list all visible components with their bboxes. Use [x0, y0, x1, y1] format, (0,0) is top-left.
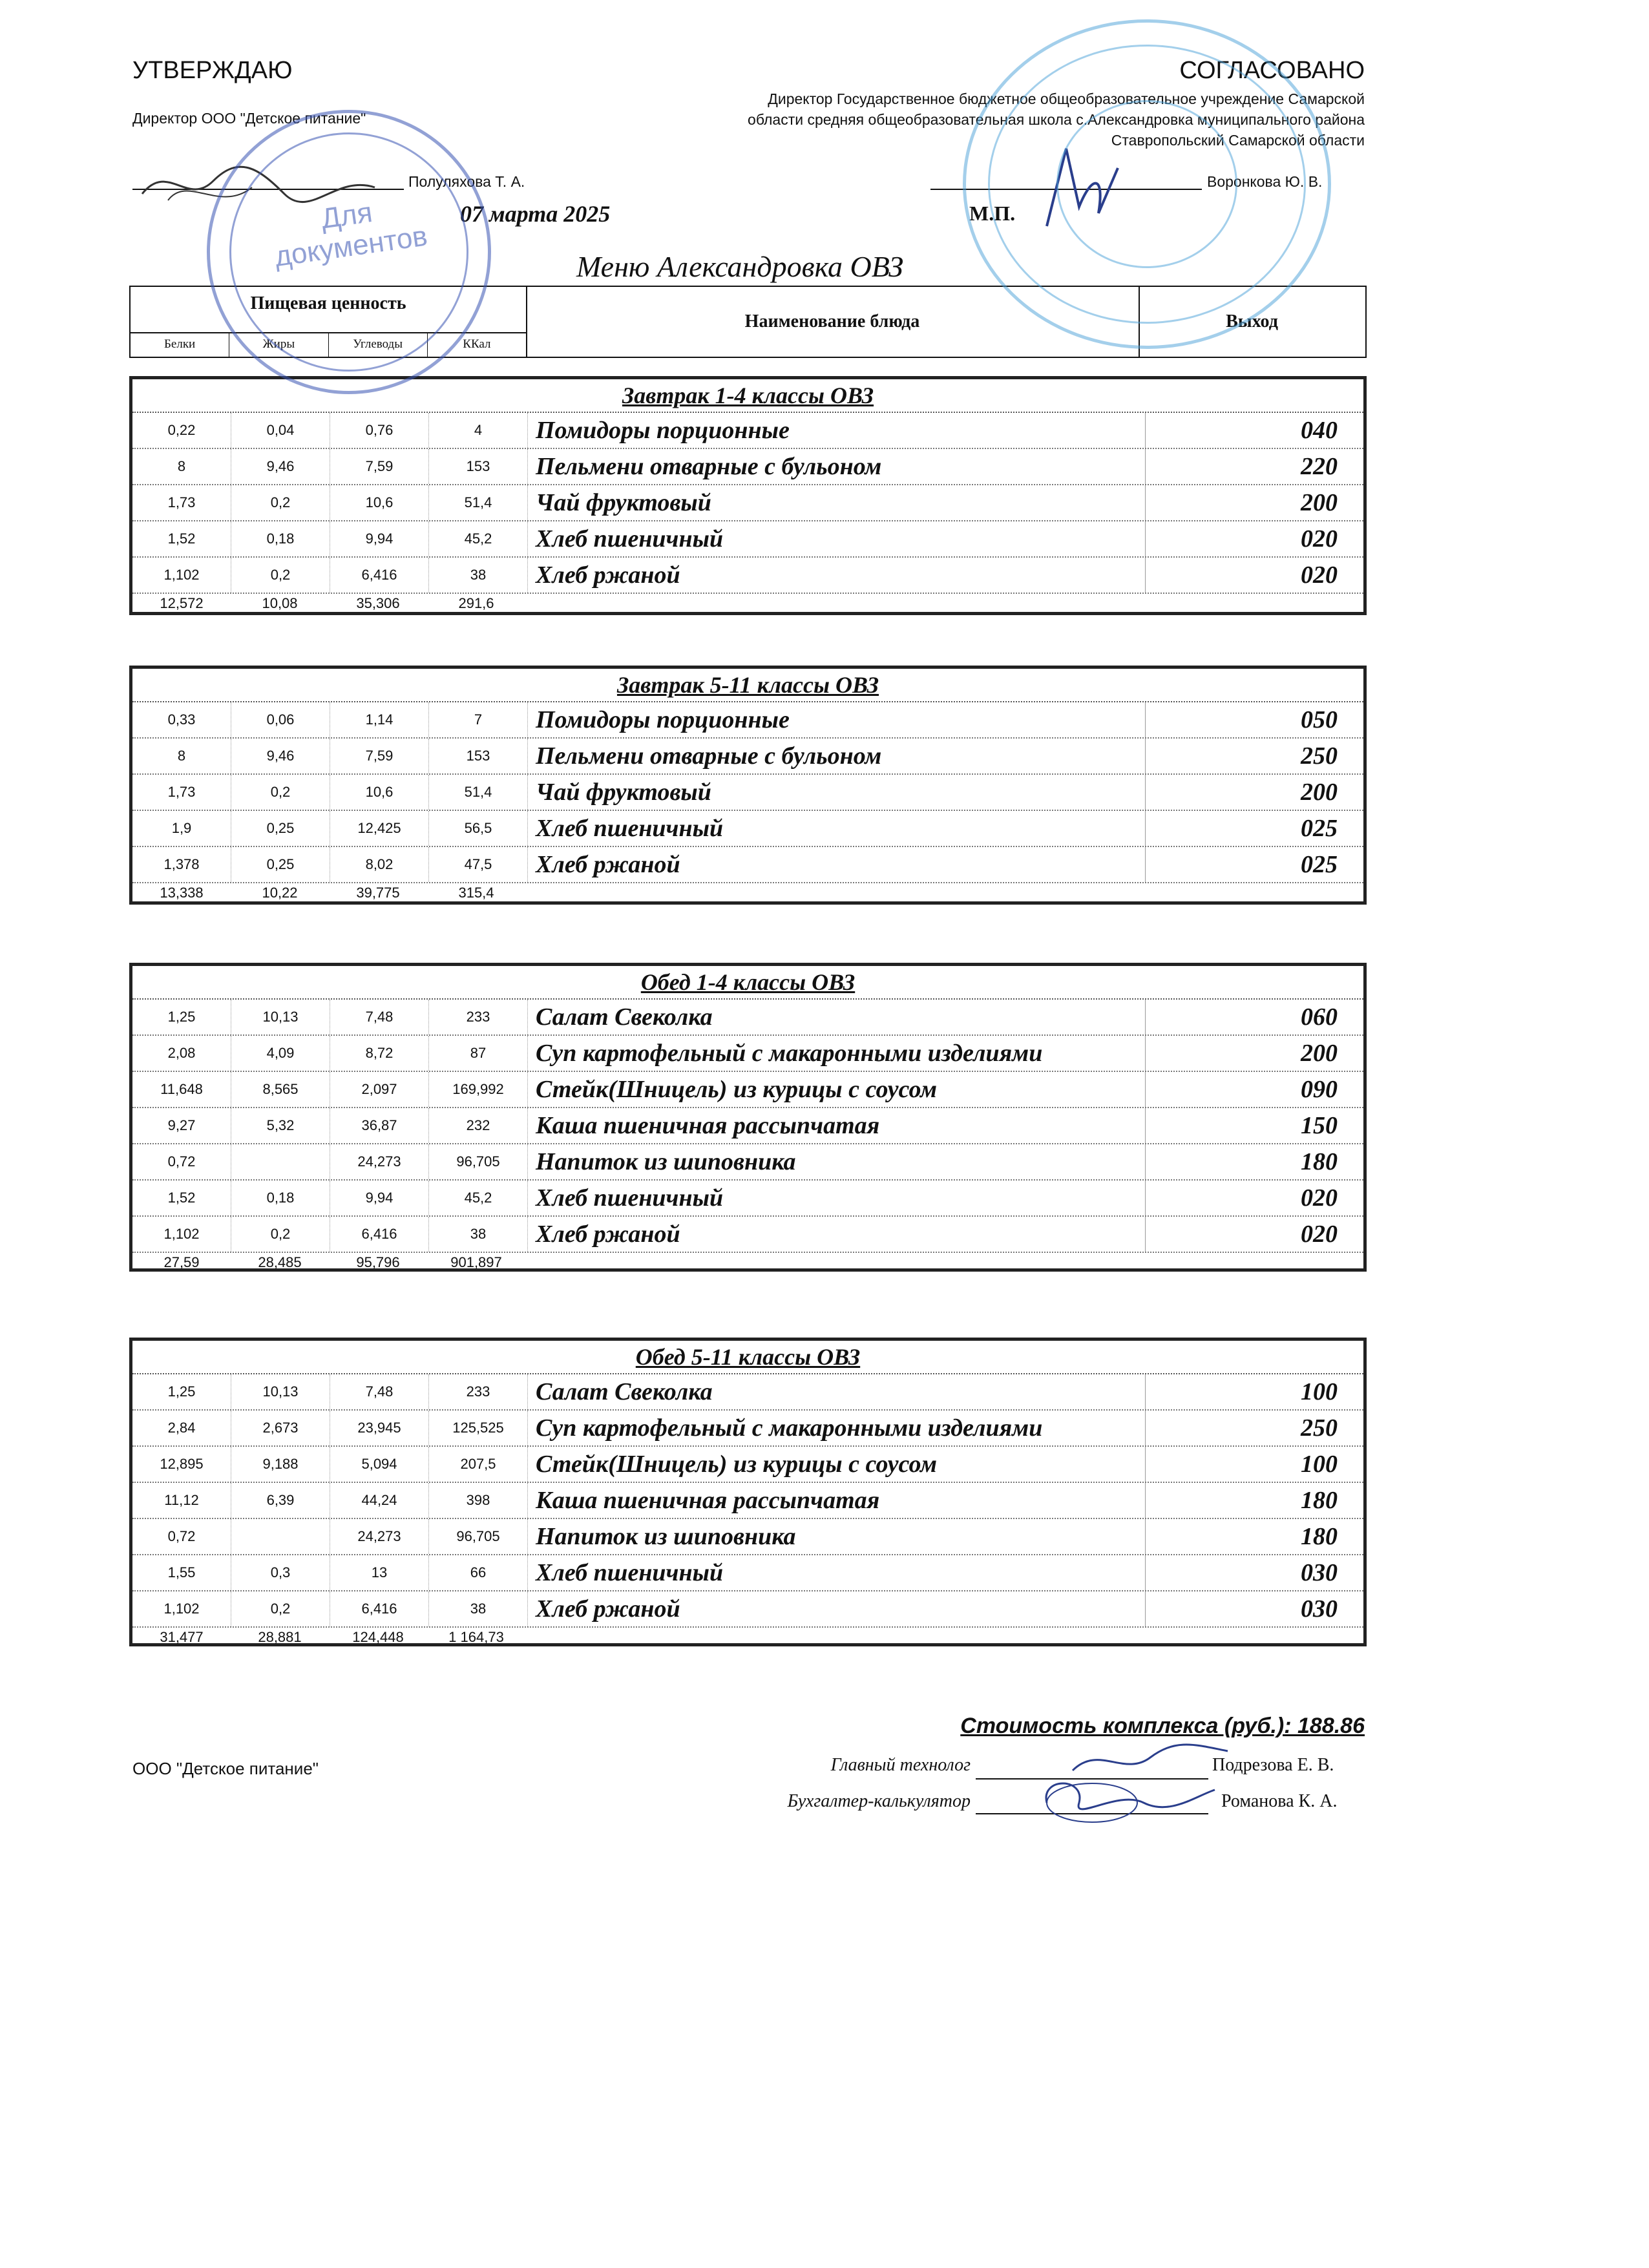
proteins-value: 1,378	[132, 847, 231, 882]
fats-value: 5,32	[231, 1108, 330, 1143]
section-total	[132, 1253, 1363, 1276]
dish-yield: 250	[1301, 1414, 1338, 1442]
proteins-value: 0,72	[132, 1144, 231, 1179]
proteins-value: 1,52	[132, 521, 231, 556]
carbs-value: 9,94	[330, 1181, 429, 1215]
proteins-value: 1,25	[132, 1374, 231, 1409]
dish-yield: 060	[1301, 1003, 1338, 1031]
dish-row	[132, 1217, 1363, 1253]
dish-name: Каша пшеничная рассыпчатая	[528, 1483, 1146, 1518]
dish-row	[132, 485, 1363, 521]
total-kcal: 1 164,73	[448, 1629, 504, 1645]
page-title: Меню Александровка ОВЗ	[576, 250, 903, 283]
kcal-value: 38	[429, 1217, 528, 1252]
carbs-value: 7,59	[330, 449, 429, 484]
dish-row	[132, 1072, 1363, 1108]
accountant-name: Романова К. А.	[1221, 1791, 1338, 1811]
dish-yield: 100	[1301, 1451, 1338, 1478]
fats-value: 0,25	[231, 811, 330, 846]
fats-value: 8,565	[231, 1072, 330, 1107]
fats-value	[231, 1519, 330, 1554]
total-carbs: 95,796	[356, 1254, 400, 1270]
kcal-value: 38	[429, 558, 528, 593]
dish-name: Хлеб ржаной	[528, 847, 1146, 882]
dish-name: Напиток из шиповника	[528, 1519, 1146, 1554]
carbs-value: 6,416	[330, 1217, 429, 1252]
dish-name: Пельмени отварные с бульоном	[528, 739, 1146, 773]
carbs-value: 10,6	[330, 775, 429, 810]
meal-section	[129, 376, 1367, 615]
proteins-value: 0,22	[132, 413, 231, 448]
proteins-value: 8	[132, 739, 231, 773]
dish-row	[132, 1374, 1363, 1411]
total-carbs: 124,448	[352, 1629, 404, 1645]
fats-label: Жиры	[229, 333, 328, 357]
dish-row	[132, 1108, 1363, 1144]
kcal-value: 233	[429, 1000, 528, 1034]
carbs-value: 13	[330, 1555, 429, 1590]
total-carbs: 35,306	[356, 595, 400, 611]
company-stamp	[207, 110, 491, 394]
total-proteins: 31,477	[160, 1629, 204, 1645]
kcal-value: 87	[429, 1036, 528, 1071]
dish-yield: 150	[1301, 1112, 1338, 1139]
kcal-value: 169,992	[429, 1072, 528, 1107]
dish-yield: 020	[1301, 525, 1338, 552]
section-title: Завтрак 5-11 классы ОВЗ	[132, 669, 1363, 702]
dish-yield: 020	[1301, 1221, 1338, 1248]
kcal-value: 125,525	[429, 1411, 528, 1445]
dish-yield: 030	[1301, 1595, 1338, 1622]
stamp-place-label: М.П.	[969, 202, 1016, 225]
fats-value: 10,13	[231, 1000, 330, 1034]
kcal-value: 153	[429, 449, 528, 484]
dish-yield: 090	[1301, 1076, 1338, 1103]
total-fats: 28,881	[258, 1629, 302, 1645]
proteins-value: 1,73	[132, 775, 231, 810]
total-kcal: 901,897	[450, 1254, 502, 1270]
approve-role: Директор ООО "Детское питание"	[132, 110, 366, 127]
carbs-value: 6,416	[330, 558, 429, 593]
proteins-label: Белки	[131, 333, 229, 357]
approve-name: Полуляхова Т. А.	[408, 173, 525, 190]
carbs-value: 24,273	[330, 1144, 429, 1179]
kcal-value: 96,705	[429, 1519, 528, 1554]
company-stamp-text: Для документов	[273, 196, 430, 273]
kcal-value: 45,2	[429, 521, 528, 556]
proteins-value: 1,25	[132, 1000, 231, 1034]
carbs-value: 12,425	[330, 811, 429, 846]
dish-yield: 200	[1301, 779, 1338, 806]
fats-value: 0,2	[231, 1217, 330, 1252]
dish-row	[132, 811, 1363, 847]
section-total	[132, 1628, 1363, 1651]
carbs-value: 24,273	[330, 1519, 429, 1554]
proteins-value: 12,895	[132, 1447, 231, 1482]
carbs-value: 8,72	[330, 1036, 429, 1071]
total-kcal: 315,4	[458, 885, 494, 901]
approve-heading: УТВЕРЖДАЮ	[132, 57, 293, 84]
dish-name: Суп картофельный с макаронными изделиями	[528, 1411, 1146, 1445]
carbs-value: 10,6	[330, 485, 429, 520]
dish-name: Хлеб ржаной	[528, 1217, 1146, 1252]
kcal-label: ККал	[463, 337, 491, 351]
proteins-value: 9,27	[132, 1108, 231, 1143]
proteins-value: 1,102	[132, 558, 231, 593]
dish-row	[132, 558, 1363, 594]
dish-yield: 220	[1301, 453, 1338, 480]
total-proteins: 12,572	[160, 595, 204, 611]
dish-row	[132, 1591, 1363, 1628]
proteins-value: 8	[132, 449, 231, 484]
section-total	[132, 883, 1363, 907]
tech-name: Подрезова Е. В.	[1212, 1755, 1334, 1775]
proteins-value: 11,648	[132, 1072, 231, 1107]
carbs-label: Углеводы	[329, 333, 428, 357]
total-kcal: 291,6	[458, 595, 494, 611]
meal-section	[129, 666, 1367, 905]
nutrition-title: Пищевая ценность	[250, 293, 406, 313]
kcal-value: 38	[429, 1591, 528, 1626]
kcal-value: 51,4	[429, 485, 528, 520]
fats-value: 0,25	[231, 847, 330, 882]
kcal-value: 4	[429, 413, 528, 448]
dish-name: Хлеб пшеничный	[528, 521, 1146, 556]
dish-row	[132, 1411, 1363, 1447]
dish-name: Напиток из шиповника	[528, 1144, 1146, 1179]
fats-value: 0,18	[231, 521, 330, 556]
fats-value: 6,39	[231, 1483, 330, 1518]
dish-row	[132, 413, 1363, 449]
section-title: Обед 5-11 классы ОВЗ	[132, 1341, 1363, 1374]
footer-company: ООО "Детское питание"	[132, 1759, 319, 1778]
dish-name: Хлеб пшеничный	[528, 811, 1146, 846]
fats-value: 4,09	[231, 1036, 330, 1071]
carbs-value: 7,59	[330, 739, 429, 773]
tech-role: Главный технолог	[830, 1755, 971, 1775]
kcal-value: 398	[429, 1483, 528, 1518]
total-proteins: 27,59	[163, 1254, 200, 1270]
agreed-heading: СОГЛАСОВАНО	[1179, 57, 1365, 84]
dish-name: Стейк(Шницель) из курицы с соусом	[528, 1447, 1146, 1482]
dish-yield: 180	[1301, 1148, 1338, 1175]
kcal-value: 96,705	[429, 1144, 528, 1179]
section-title: Обед 1-4 классы ОВЗ	[132, 966, 1363, 1000]
fats-value: 9,46	[231, 449, 330, 484]
dish-row	[132, 1483, 1363, 1519]
fats-value: 9,188	[231, 1447, 330, 1482]
carbs-value: 1,14	[330, 702, 429, 737]
dish-name: Хлеб пшеничный	[528, 1555, 1146, 1590]
dish-yield: 030	[1301, 1559, 1338, 1586]
dish-row	[132, 1000, 1363, 1036]
fats-value: 0,04	[231, 413, 330, 448]
kcal-value: 153	[429, 739, 528, 773]
dish-row	[132, 1181, 1363, 1217]
fats-value	[231, 1144, 330, 1179]
dish-name: Чай фруктовый	[528, 775, 1146, 810]
section-title: Завтрак 1-4 классы ОВЗ	[132, 379, 1363, 413]
dish-name: Суп картофельный с макаронными изделиями	[528, 1036, 1146, 1071]
proteins-value: 2,84	[132, 1411, 231, 1445]
dish-row	[132, 521, 1363, 558]
dish-name: Каша пшеничная рассыпчатая	[528, 1108, 1146, 1143]
carbs-value: 7,48	[330, 1374, 429, 1409]
carbs-value: 8,02	[330, 847, 429, 882]
dish-name: Салат Свеколка	[528, 1374, 1146, 1409]
carbs-value: 44,24	[330, 1483, 429, 1518]
school-stamp	[963, 19, 1331, 349]
fats-value: 0,2	[231, 1591, 330, 1626]
dish-name: Помидоры порционные	[528, 702, 1146, 737]
carbs-value: 0,76	[330, 413, 429, 448]
dish-header: Наименование блюда	[526, 287, 1140, 357]
dish-name: Хлеб ржаной	[528, 558, 1146, 593]
dish-row	[132, 1144, 1363, 1181]
dish-name: Хлеб ржаной	[528, 1591, 1146, 1626]
kcal-value: 45,2	[429, 1181, 528, 1215]
dish-yield: 020	[1301, 562, 1338, 589]
fats-value: 0,2	[231, 558, 330, 593]
proteins-value: 0,72	[132, 1519, 231, 1554]
dish-yield: 040	[1301, 417, 1338, 444]
carbs-value: 36,87	[330, 1108, 429, 1143]
total-fats: 28,485	[258, 1254, 302, 1270]
total-proteins: 13,338	[160, 885, 204, 901]
total-carbs: 39,775	[356, 885, 400, 901]
carbs-value: 6,416	[330, 1591, 429, 1626]
kcal-value: 56,5	[429, 811, 528, 846]
dish-yield: 025	[1301, 851, 1338, 878]
accountant-signature	[1027, 1770, 1221, 1829]
total-fats: 10,08	[262, 595, 298, 611]
carbs-value: 9,94	[330, 521, 429, 556]
dish-row	[132, 1036, 1363, 1072]
dish-name: Салат Свеколка	[528, 1000, 1146, 1034]
kcal-value: 207,5	[429, 1447, 528, 1482]
fats-value: 10,13	[231, 1374, 330, 1409]
dish-row	[132, 847, 1363, 883]
kcal-value: 233	[429, 1374, 528, 1409]
dish-name: Стейк(Шницель) из курицы с соусом	[528, 1072, 1146, 1107]
kcal-value: 51,4	[429, 775, 528, 810]
dish-name: Помидоры порционные	[528, 413, 1146, 448]
agreed-role-1: Директор Государственное бюджетное общеобразовательное учреждение Самарской	[768, 90, 1365, 107]
dish-row	[132, 1447, 1363, 1483]
meal-section	[129, 1338, 1367, 1646]
yield-header: Выход	[1226, 311, 1278, 331]
fats-value: 0,3	[231, 1555, 330, 1590]
proteins-value: 1,102	[132, 1591, 231, 1626]
dish-row	[132, 702, 1363, 739]
proteins-value: 0,33	[132, 702, 231, 737]
kcal-value: 47,5	[429, 847, 528, 882]
dish-yield: 180	[1301, 1523, 1338, 1550]
fats-value: 9,46	[231, 739, 330, 773]
fats-value: 0,18	[231, 1181, 330, 1215]
dish-yield: 180	[1301, 1487, 1338, 1514]
proteins-value: 1,9	[132, 811, 231, 846]
kcal-value: 232	[429, 1108, 528, 1143]
fats-value: 0,2	[231, 775, 330, 810]
agreed-role-3: Ставропольский Самарской области	[1111, 132, 1365, 149]
proteins-value: 11,12	[132, 1483, 231, 1518]
proteins-value: 1,52	[132, 1181, 231, 1215]
dish-yield: 050	[1301, 706, 1338, 733]
total-fats: 10,22	[262, 885, 298, 901]
carbs-value: 7,48	[330, 1000, 429, 1034]
carbs-value: 23,945	[330, 1411, 429, 1445]
approve-date: 07 марта 2025	[460, 201, 611, 227]
dish-yield: 100	[1301, 1378, 1338, 1405]
fats-value: 0,2	[231, 485, 330, 520]
carbs-value: 2,097	[330, 1072, 429, 1107]
dish-yield: 200	[1301, 1040, 1338, 1067]
dish-yield: 200	[1301, 489, 1338, 516]
carbs-value: 5,094	[330, 1447, 429, 1482]
proteins-value: 1,102	[132, 1217, 231, 1252]
dish-yield: 020	[1301, 1184, 1338, 1212]
section-total	[132, 594, 1363, 617]
dish-row	[132, 1555, 1363, 1591]
dish-row	[132, 775, 1363, 811]
proteins-value: 2,08	[132, 1036, 231, 1071]
dish-name: Чай фруктовый	[528, 485, 1146, 520]
accountant-role: Бухгалтер-калькулятор	[787, 1791, 971, 1811]
fats-value: 0,06	[231, 702, 330, 737]
dish-yield: 250	[1301, 742, 1338, 770]
kcal-value: 66	[429, 1555, 528, 1590]
agreed-name: Воронкова Ю. В.	[1207, 173, 1323, 190]
fats-value: 2,673	[231, 1411, 330, 1445]
proteins-value: 1,73	[132, 485, 231, 520]
dish-name: Хлеб пшеничный	[528, 1181, 1146, 1215]
dish-name: Пельмени отварные с бульоном	[528, 449, 1146, 484]
agreed-role-2: области средняя общеобразовательная школа с.Александровка муниципального района	[748, 111, 1365, 128]
meal-section	[129, 963, 1367, 1272]
complex-cost: Стоимость комплекса (руб.): 188.86	[960, 1714, 1365, 1738]
dish-yield: 025	[1301, 815, 1338, 842]
proteins-value: 1,55	[132, 1555, 231, 1590]
dish-row	[132, 1519, 1363, 1555]
dish-row	[132, 739, 1363, 775]
dish-row	[132, 449, 1363, 485]
kcal-value: 7	[429, 702, 528, 737]
